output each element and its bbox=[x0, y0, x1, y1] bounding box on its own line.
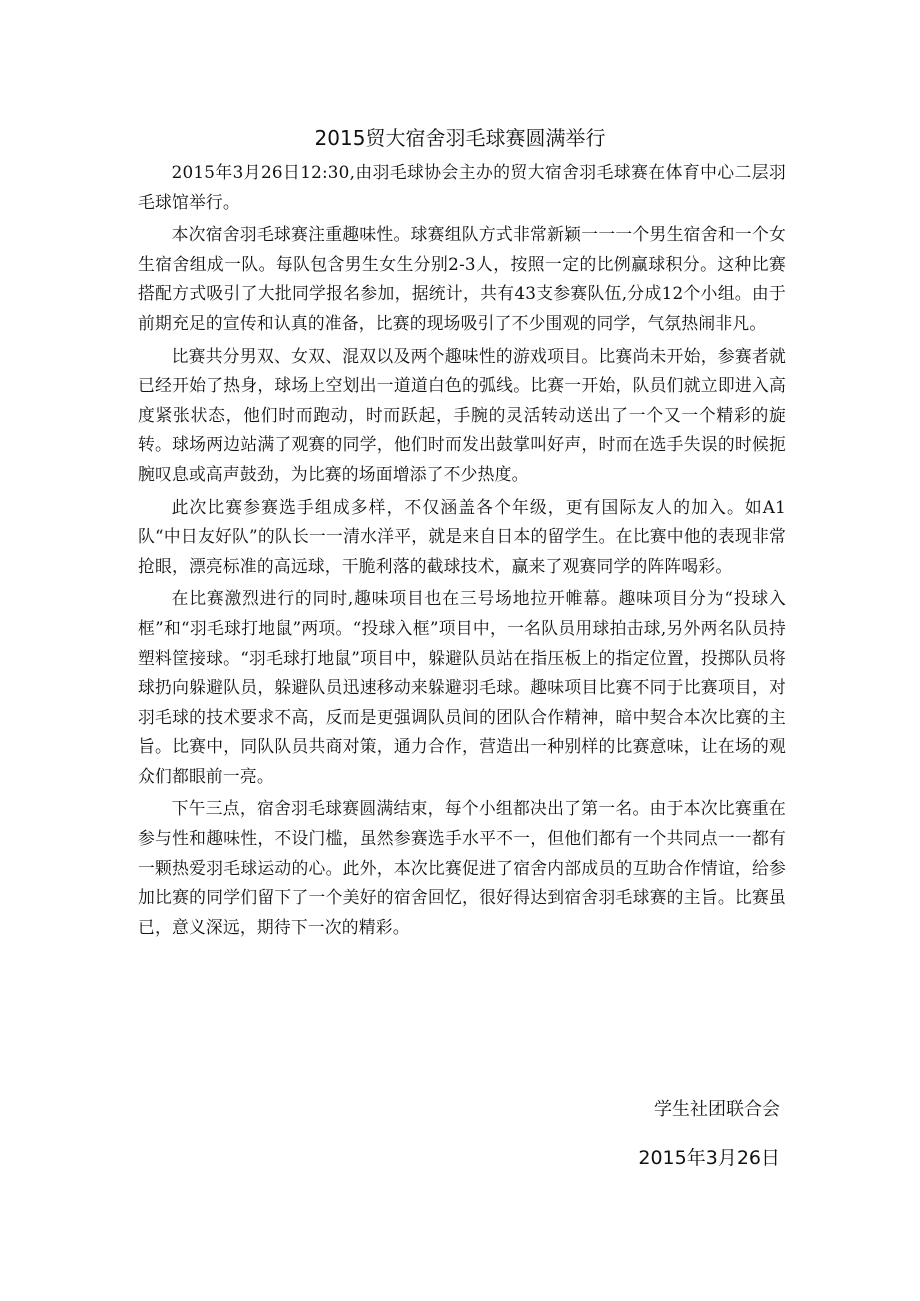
signature-date: 2015年3月26日 bbox=[638, 1147, 780, 1169]
paragraph-conclusion: 下午三点，宿舍羽毛球赛圆满结束，每个小组都决出了第一名。由于本次比赛重在参与性和趣味性，不设门槛，虽然参赛选手水平不一，但他们都有一个共同点一一都有一颗热爱羽毛球运动的心。此外，本次比赛促进了宿舍内部成员的互助合作情谊，给参加比赛的同学们留下了一个美好的宿舍回忆，很好得达到宿舍羽毛球赛的主旨。比赛虽已，意义深远，期待下一次的精彩。 bbox=[138, 798, 786, 937]
article-body bbox=[138, 158, 786, 945]
paragraph-fun-events: 在比赛激烈进行的同时,趣味项目也在三号场地拉开帷幕。趣味项目分为“投球入框”和“羽毛球打地鼠”两项。“投球入框”项目中，一名队员用球拍击球,另外两名队员持塑料筐接球。“羽毛球打地鼠”项目中，躲避队员站在指压板上的指定位置，投掷队员将球扔向躲避队员，躲避队员迅速移动来躲避羽毛球。趣味项目比赛不同于比赛项目，对羽毛球的技术要求不高，反而是更强调队员间的团队合作精神，暗中契合本次比赛的主旨。比赛中，同队队员共商对策，通力合作，营造出一种别样的比赛意味，让在场的观众们都眼前一亮。 bbox=[138, 588, 786, 786]
paragraph-intro: 2015年3月26日12:30,由羽毛球协会主办的贸大宿舍羽毛球赛在体育中心二层羽毛球馆举行。 bbox=[138, 162, 786, 212]
signature-organization: 学生社团联合会 bbox=[654, 1099, 780, 1120]
paragraph-participants: 此次比赛参赛选手组成多样，不仅涵盖各个年级，更有国际友人的加入。如A1队“中日友好队”的队长一一清水洋平，就是来自日本的留学生。在比赛中他的表现非常抢眼，漂亮标准的高远球，干脆利落的截球技术，赢来了观赛同学的阵阵喝彩。 bbox=[138, 496, 786, 576]
paragraph-format: 本次宿舍羽毛球赛注重趣味性。球赛组队方式非常新颖一一一个男生宿舍和一个女生宿舍组成一队。每队包含男生女生分别2-3人，按照一定的比例赢球积分。这种比赛搭配方式吸引了大批同学报名参加，据统计，共有43支参赛队伍,分成12个小组。由于前期充足的宣传和认真的准备，比赛的现场吸引了不少围观的同学，气氛热闹非凡。 bbox=[138, 224, 786, 333]
paragraph-events: 比赛共分男双、女双、混双以及两个趣味性的游戏项目。比赛尚未开始，参赛者就已经开始了热身，球场上空划出一道道白色的弧线。比赛一开始，队员们就立即进入高度紧张状态，他们时而跑动，时而跃起，手腕的灵活转动送出了一个又一个精彩的旋转。球场两边站满了观赛的同学，他们时而发出鼓掌叫好声，时而在选手失误的时候扼腕叹息或高声鼓劲，为比赛的场面增添了不少热度。 bbox=[138, 345, 786, 484]
document-title: 2015贸大宿舍羽毛球赛圆满举行 bbox=[314, 126, 606, 150]
